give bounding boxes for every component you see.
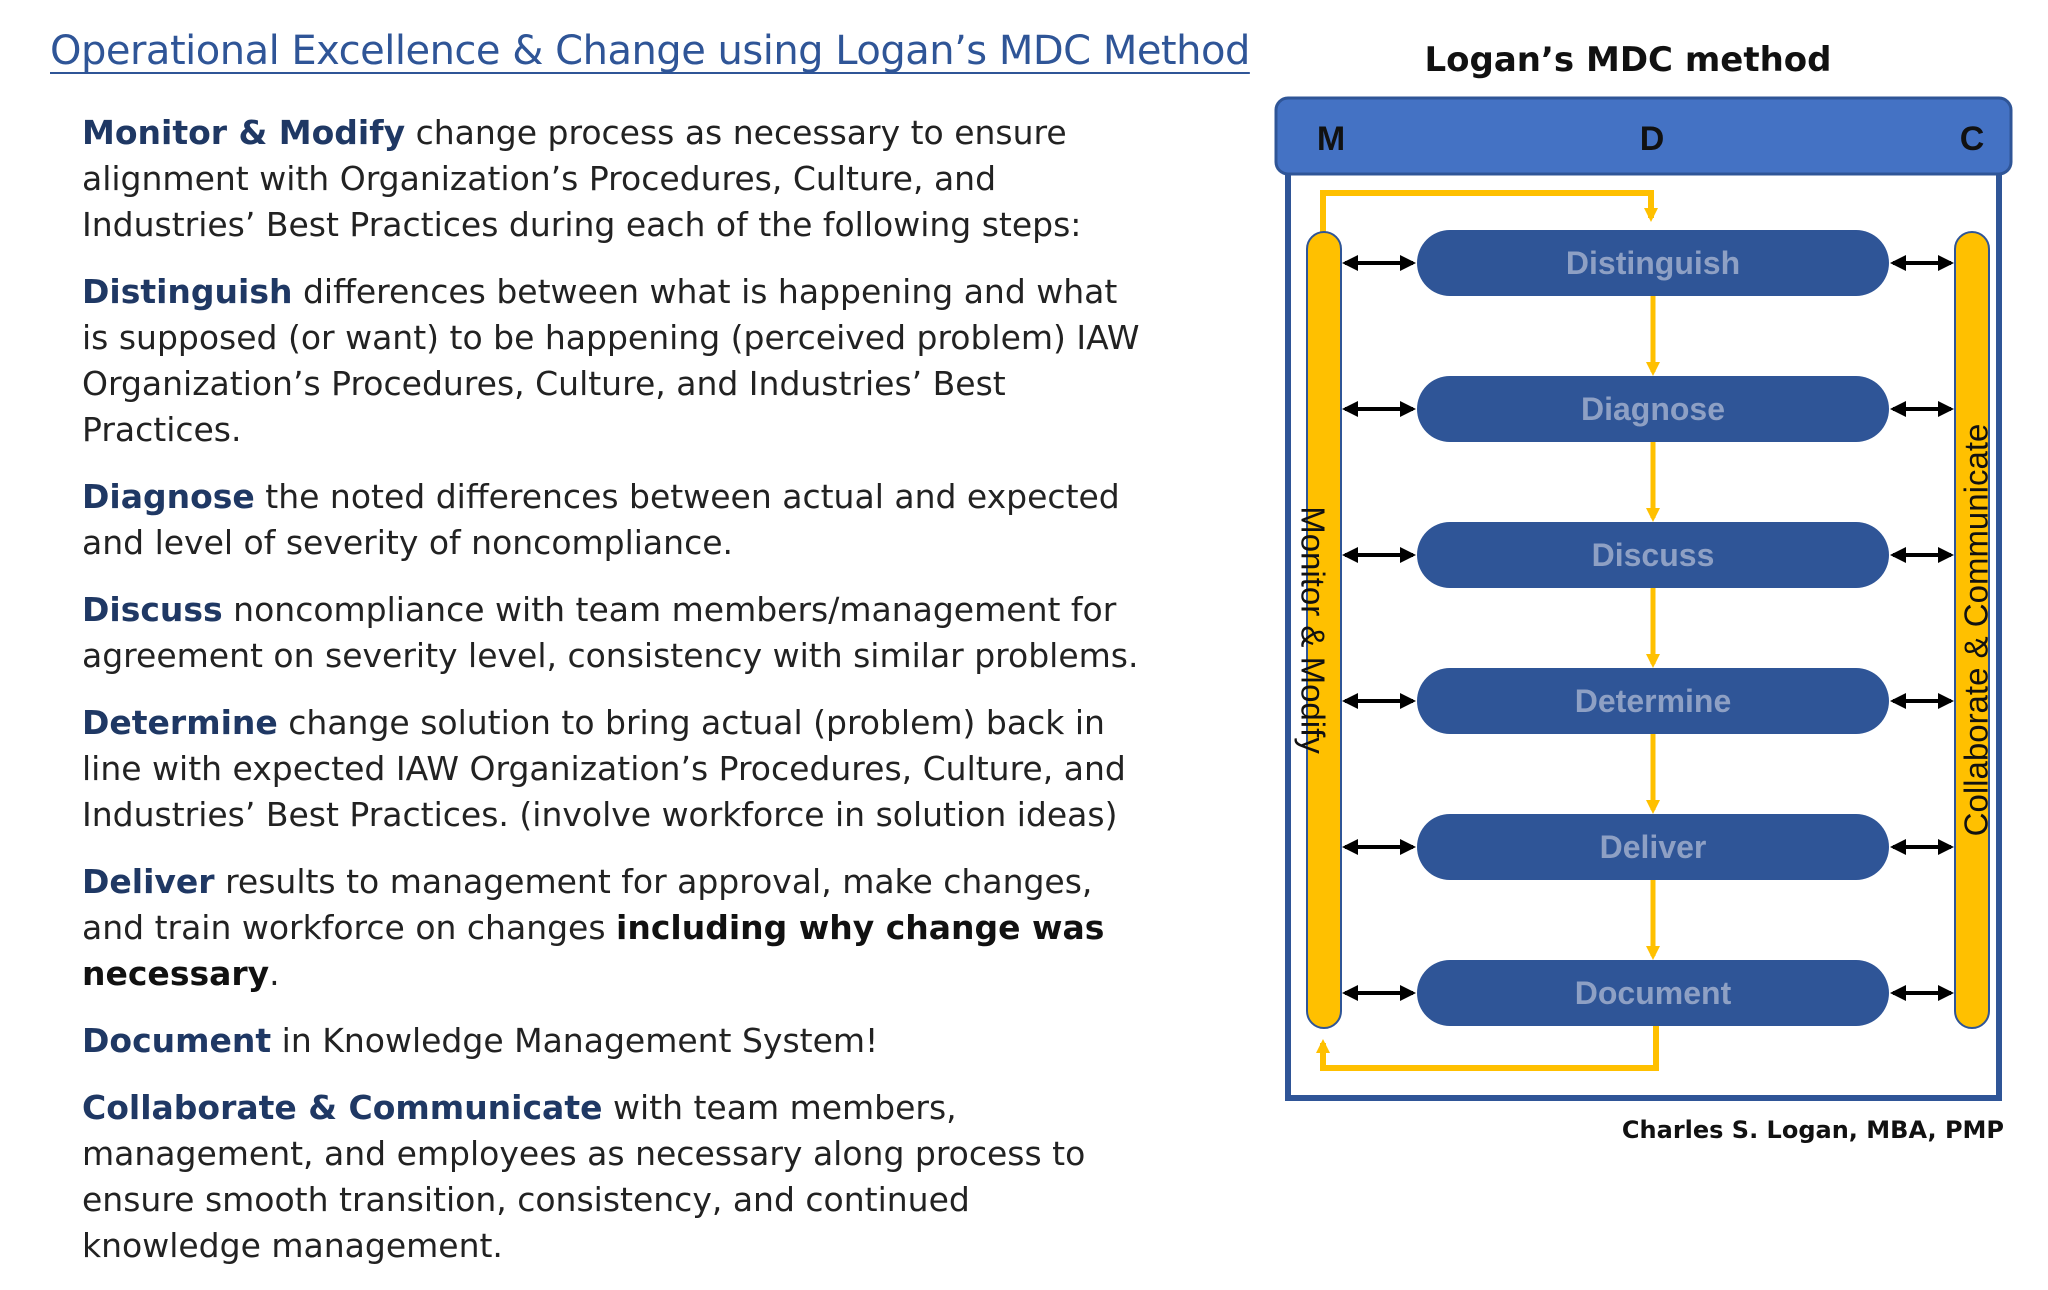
step-term: Monitor & Modify [82,113,406,152]
stage-label-diagnose: Diagnose [1580,391,1726,427]
step-description: with team members, management, and employees as necessary along process to ensure smooth transition, consistency, and continued knowledge management. [82,1088,1086,1265]
step-term: Determine [82,703,278,742]
step-emphasis: including why change was necessary [82,908,1105,993]
step-description: results to management for approval, make changes, and train workforce on changes [82,862,1093,947]
stage-label-discuss: Discuss [1591,537,1715,573]
slide-title: Operational Excellence & Change using Logan’s MDC Method [50,28,1250,74]
stage-label-distinguish: Distinguish [1565,245,1741,281]
step-description: change process as necessary to ensure alignment with Organization’s Procedures, Culture, and Industries’ Best Practices during each of the following steps: [82,113,1082,244]
header-letter-d: D [1639,120,1665,158]
stage-label-deliver: Deliver [1599,829,1707,865]
stage-label-document: Document [1574,975,1732,1011]
author-credit: Charles S. Logan, MBA, PMP [1621,1116,2004,1144]
step-description: change solution to bring actual (problem) back in line with expected IAW Organization’s Procedures, Culture, and Industries’ Best Practices. (involve workforce in solution ideas) [82,703,1126,834]
step-term: Distinguish [82,272,293,311]
left-bar-label: Monitor & Modify [1294,506,1332,754]
step-description: the noted differences between actual and expected and level of severity of noncompliance. [82,477,1120,562]
right-bar-label: Collaborate & Communicate [1957,423,1995,837]
header-letter-m: M [1316,120,1346,158]
stage-label-determine: Determine [1574,683,1732,719]
step-term: Discuss [82,590,223,629]
step-term: Document [82,1021,272,1060]
diagram-frame [1288,168,1999,1098]
step-term: Deliver [82,862,215,901]
step-description: in Knowledge Management System! [271,1021,879,1060]
header-letter-c: C [1959,120,1985,158]
diagram-title: Logan’s MDC method [1424,40,1832,80]
step-description: differences between what is happening and what is supposed (or want) to be happening (perceived problem) IAW Organization’s Procedures, Culture, and Industries’ Best Practices. [82,272,1140,449]
step-term: Diagnose [82,477,255,516]
step-description: noncompliance with team members/management for agreement on severity level, consistency with similar problems. [82,590,1139,675]
step-term: Collaborate & Communicate [82,1088,603,1127]
step-suffix: . [269,954,280,993]
